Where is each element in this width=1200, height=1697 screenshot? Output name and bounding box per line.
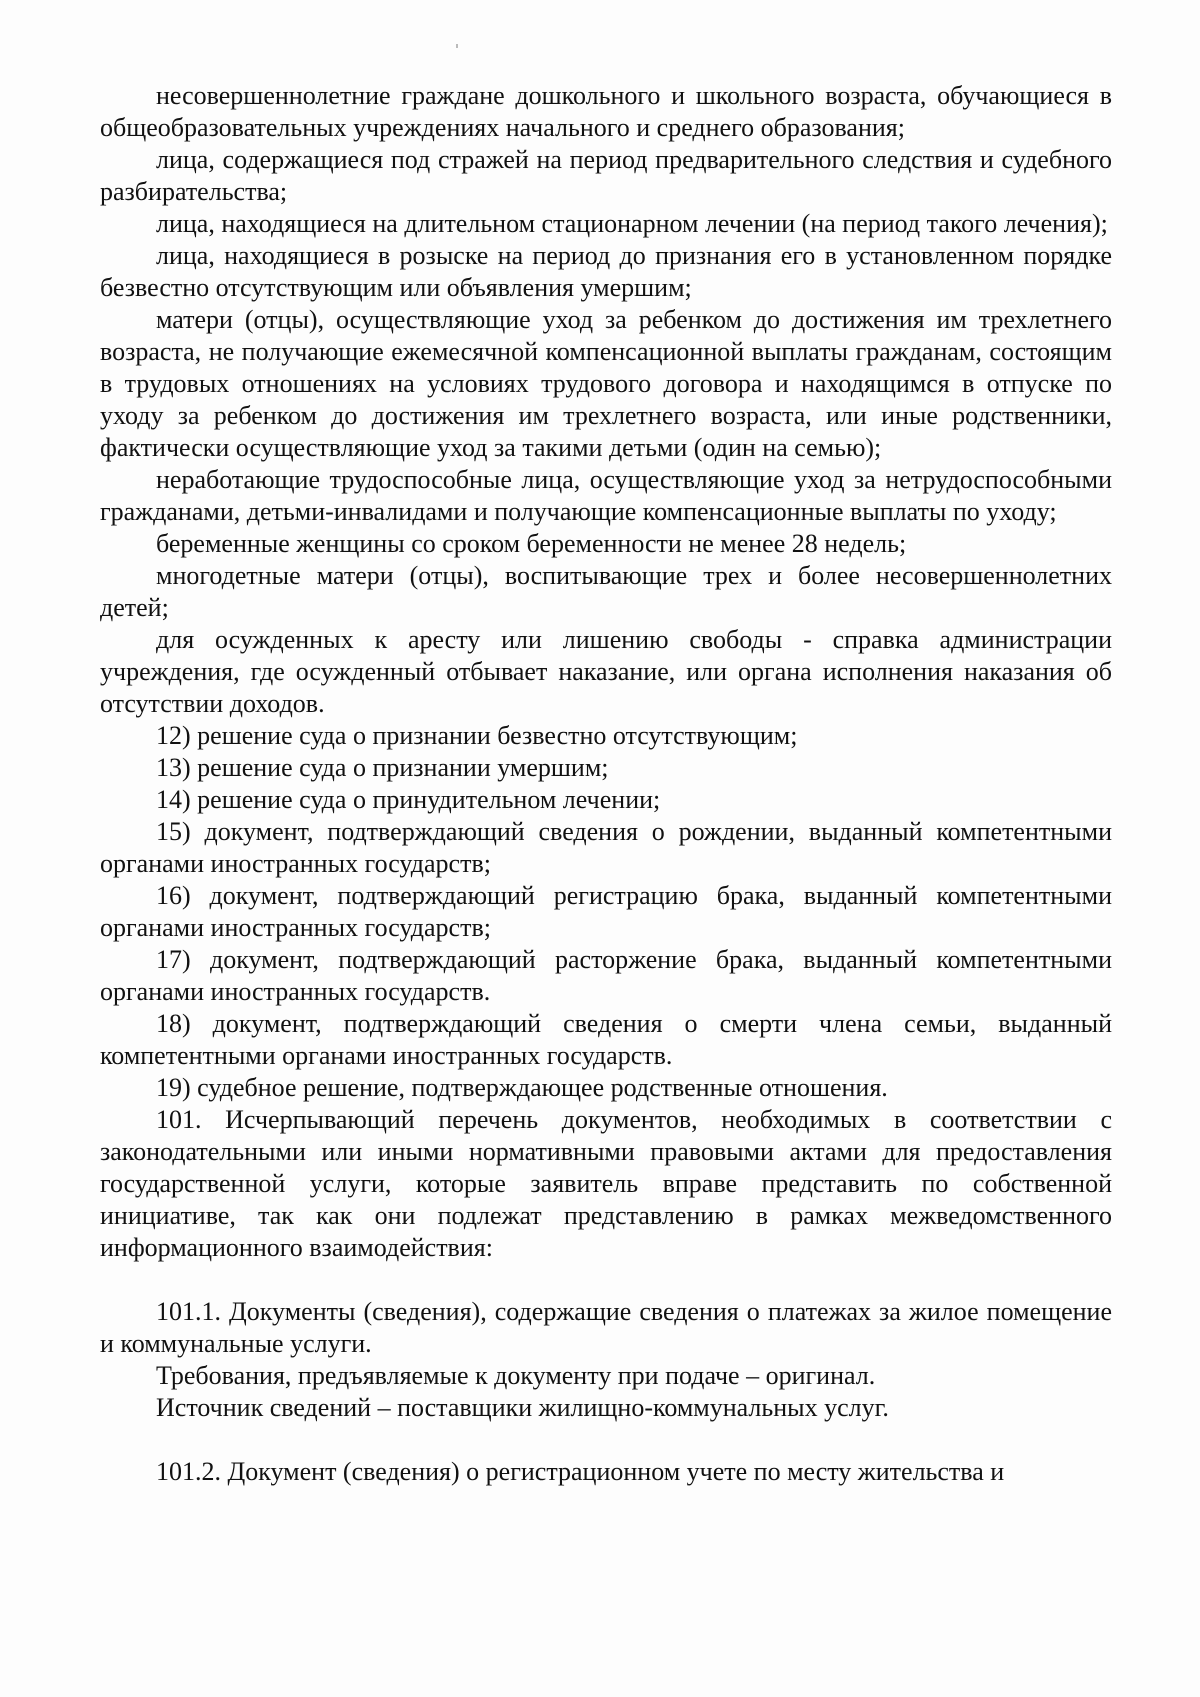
source-line: Источник сведений – поставщики жилищно-коммунальных услуг. xyxy=(156,1393,889,1422)
item-17: 17) документ, подтверждающий расторжение брака, выданный компетентными органами иностранных государств. xyxy=(100,945,1112,1006)
paragraph-large-families: многодетные матери (отцы), воспитывающие трех и более несовершеннолетних детей; xyxy=(100,561,1112,622)
requirements-line: Требования, предъявляемые к документу при подаче – оригинал. xyxy=(156,1361,876,1390)
paragraph-minors: несовершеннолетние граждане дошкольного и школьного возраста, обучающиеся в общеобразовательных учреждениях начального и среднего образования; xyxy=(100,81,1112,142)
paragraph-inpatient: лица, находящиеся на длительном стационарном лечении (на период такого лечения); xyxy=(156,209,1108,238)
item-15: 15) документ, подтверждающий сведения о рождении, выданный компетентными органами иностранных государств; xyxy=(100,817,1112,878)
item-14: 14) решение суда о принудительном лечении; xyxy=(156,785,661,814)
item-13: 13) решение суда о признании умершим; xyxy=(156,753,609,782)
item-12: 12) решение суда о признании безвестно отсутствующим; xyxy=(156,721,798,750)
spacer xyxy=(100,1264,1112,1296)
section-101-2: 101.2. Документ (сведения) о регистрационном учете по месту жительства и xyxy=(156,1457,1005,1486)
paragraph-caregivers: неработающие трудоспособные лица, осуществляющие уход за нетрудоспособными гражданами, детьми-инвалидами и получающие компенсационные выплаты по уходу; xyxy=(100,465,1112,526)
spacer xyxy=(100,1424,1112,1456)
document-body xyxy=(100,80,1112,1488)
paragraph-pregnant: беременные женщины со сроком беременности не менее 28 недель; xyxy=(156,529,907,558)
paragraph-custody: лица, содержащиеся под стражей на период предварительного следствия и судебного разбирательства; xyxy=(100,145,1112,206)
paragraph-parents: матери (отцы), осуществляющие уход за ребенком до достижения им трехлетнего возраста, не получающие ежемесячной компенсационной выплаты гражданам, состоящим в трудовых отношениях на условиях трудового договора и находящимся в отпуске по уходу за ребенком до достижения им трехлетнего возраста, или иные родственники, фактически осуществляющие уход за такими детьми (один на семью); xyxy=(100,305,1112,462)
section-101: 101. Исчерпывающий перечень документов, необходимых в соответствии с законодательными или иными нормативными правовыми актами для предоставления государственной услуги, которые заявитель вправе представить по собственной инициативе, так как они подлежат представлению в рамках межведомственного информационного взаимодействия: xyxy=(100,1105,1112,1262)
item-19: 19) судебное решение, подтверждающее родственные отношения. xyxy=(156,1073,888,1102)
item-18: 18) документ, подтверждающий сведения о смерти члена семьи, выданный компетентными органами иностранных государств. xyxy=(100,1009,1112,1070)
paragraph-wanted: лица, находящиеся в розыске на период до признания его в установленном порядке безвестно отсутствующим или объявления умершим; xyxy=(100,241,1112,302)
section-101-1: 101.1. Документы (сведения), содержащие сведения о платежах за жилое помещение и коммунальные услуги. xyxy=(100,1297,1112,1358)
scan-speck xyxy=(456,44,458,48)
paragraph-convicted: для осужденных к аресту или лишению свободы - справка администрации учреждения, где осужденный отбывает наказание, или органа исполнения наказания об отсутствии доходов. xyxy=(100,625,1112,718)
item-16: 16) документ, подтверждающий регистрацию брака, выданный компетентными органами иностранных государств; xyxy=(100,881,1112,942)
